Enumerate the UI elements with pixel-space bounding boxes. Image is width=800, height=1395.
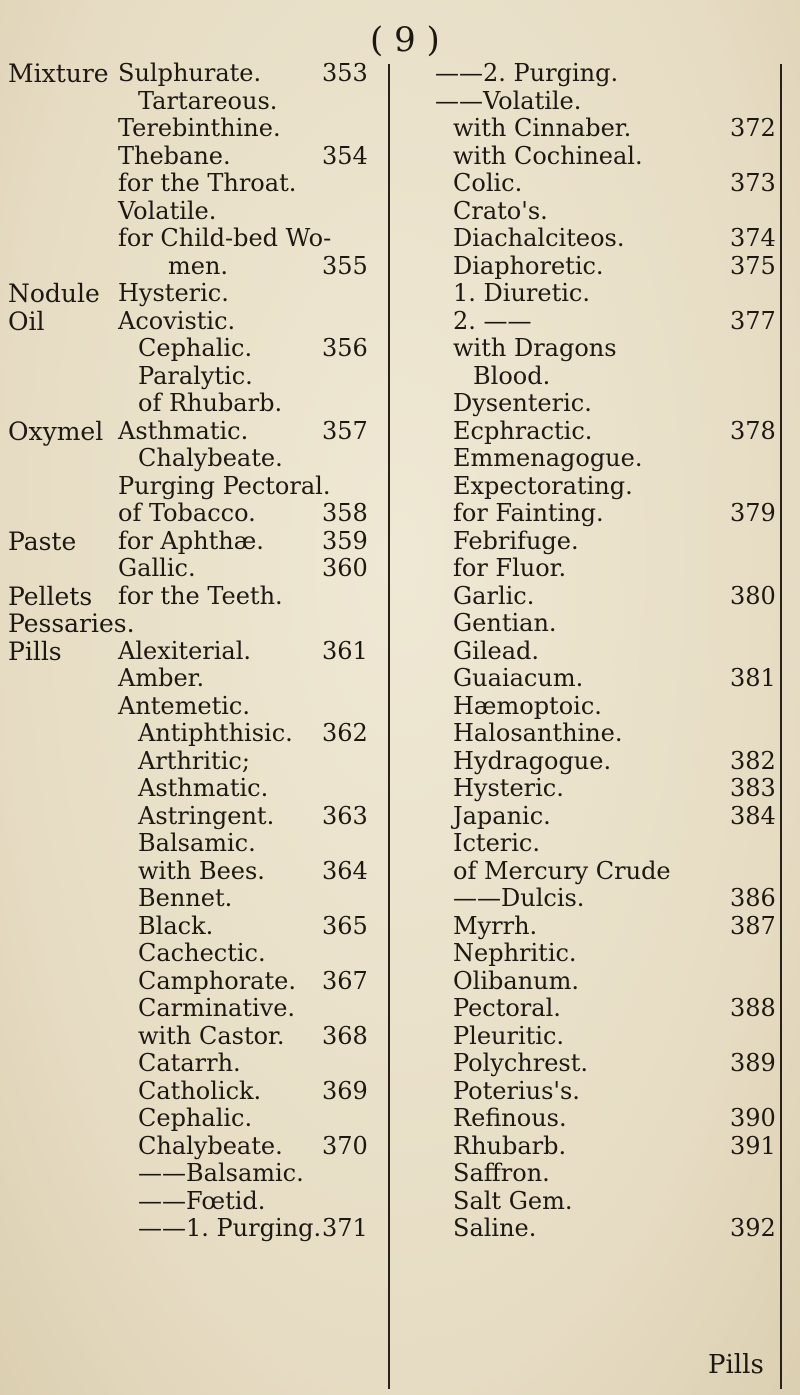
entry-text: Catarrh.: [138, 1049, 241, 1077]
entry-page-number: 365: [322, 911, 368, 940]
entry-page-number: 380: [730, 581, 776, 610]
entry-text: ——Volatile.: [435, 86, 582, 115]
entry-text: Asthmatic.: [118, 416, 249, 445]
entry-text: of Tobacco.: [118, 499, 256, 527]
entry-page-number: 389: [730, 1049, 776, 1077]
entry-text: ——2. Purging.: [435, 59, 619, 87]
index-entry: [405, 638, 800, 666]
entry-page-number: 379: [730, 499, 776, 527]
entry-text: Icteric.: [453, 829, 540, 857]
index-entry: [405, 555, 800, 583]
entry-text: for Child-bed Wo-: [118, 224, 332, 252]
index-entry: [405, 913, 800, 941]
index-column-right: [405, 60, 800, 1243]
entry-page-number: 357: [322, 416, 368, 445]
index-entry: [405, 528, 800, 556]
entry-text: Arthritic;: [138, 746, 250, 775]
entry-text: of Mercury Crude: [453, 856, 671, 885]
entry-text: Rhubarb.: [453, 1131, 567, 1160]
index-entry: [0, 1188, 400, 1216]
index-entry: [0, 885, 400, 913]
entry-text: Chalybeate.: [138, 1131, 283, 1160]
index-entry: [405, 693, 800, 721]
index-entry: [0, 390, 400, 418]
entry-text: Colic.: [453, 169, 523, 197]
entry-heading: Paste: [8, 526, 77, 556]
entry-text: Purging Pectoral.: [118, 471, 331, 500]
entry-page-number: 375: [730, 251, 776, 280]
entry-text: with Castor.: [138, 1021, 285, 1050]
index-entry: [405, 1023, 800, 1051]
index-entry: [405, 968, 800, 996]
index-entry: [0, 253, 400, 281]
entry-page-number: 386: [730, 884, 776, 912]
entry-text: ——Fœtid.: [138, 1186, 266, 1215]
index-entry: [405, 363, 800, 391]
index-entry: [405, 665, 800, 693]
entry-heading: Mixture: [8, 59, 109, 88]
entry-page-number: 383: [730, 774, 776, 802]
index-column-left: [0, 60, 400, 1243]
index-entry: [405, 115, 800, 143]
entry-page-number: 370: [322, 1131, 368, 1160]
entry-text: Febrifuge.: [453, 526, 579, 555]
entry-page-number: 390: [730, 1104, 776, 1132]
index-entry: [0, 610, 400, 638]
entry-text: ——Dulcis.: [453, 884, 585, 912]
index-entry: [0, 1215, 400, 1243]
entry-text: men.: [168, 251, 229, 280]
entry-page-number: 361: [322, 636, 368, 665]
entry-page-number: 362: [322, 719, 368, 747]
entry-text: for Fluor.: [453, 554, 567, 582]
entry-page-number: 355: [322, 251, 368, 280]
index-entry: [0, 748, 400, 776]
index-entry: [405, 583, 800, 611]
entry-text: Hysteric.: [118, 279, 229, 307]
index-entry: [0, 555, 400, 583]
index-entry: [405, 473, 800, 501]
entry-page-number: 388: [730, 994, 776, 1022]
index-entry: [405, 1105, 800, 1133]
entry-heading: Oil: [8, 306, 45, 336]
index-entry: [0, 115, 400, 143]
entry-text: Cephalic.: [138, 1104, 253, 1132]
index-entry: [0, 720, 400, 748]
index-entry: [405, 445, 800, 473]
entry-page-number: 381: [730, 664, 776, 692]
entry-text: Antiphthisic.: [138, 719, 293, 747]
entry-text: Carminative.: [138, 994, 296, 1022]
entry-text: Chalybeate.: [138, 444, 283, 472]
index-entry: [0, 1078, 400, 1106]
index-entry: [0, 1133, 400, 1161]
entry-text: Polychrest.: [453, 1049, 589, 1077]
entry-page-number: 382: [730, 746, 776, 775]
entry-text: Myrrh.: [453, 911, 538, 940]
index-entry: [0, 528, 400, 556]
entry-text: Salt Gem.: [453, 1186, 573, 1215]
entry-text: Amber.: [118, 664, 205, 692]
entry-page-number: 360: [322, 554, 368, 582]
index-entry: [405, 253, 800, 281]
index-entry: [0, 858, 400, 886]
entry-text: Refinous.: [453, 1104, 567, 1132]
entry-text: Garlic.: [453, 581, 535, 610]
entry-page-number: 368: [322, 1021, 368, 1050]
entry-page-number: 359: [322, 526, 368, 555]
index-entry: [405, 60, 800, 88]
entry-text: Olibanum.: [453, 966, 579, 995]
entry-page-number: 372: [730, 114, 776, 142]
entry-heading: Pellets: [8, 581, 93, 611]
entry-text: Hydragogue.: [453, 746, 612, 775]
index-entry: [0, 170, 400, 198]
index-entry: [0, 280, 400, 308]
entry-page-number: 387: [730, 911, 776, 940]
entry-text: for the Throat.: [118, 169, 297, 197]
index-entry: [405, 830, 800, 858]
index-entry: [0, 60, 400, 88]
page-number: ( 9 ): [370, 20, 440, 60]
entry-text: Alexiterial.: [118, 636, 252, 665]
entry-heading: Pessaries.: [8, 609, 135, 638]
index-entry: [405, 803, 800, 831]
index-entry: [0, 665, 400, 693]
index-entry: [405, 88, 800, 116]
entry-text: with Cinnaber.: [453, 114, 632, 142]
entry-text: for Fainting.: [453, 499, 604, 527]
index-entry: [0, 88, 400, 116]
index-entry: [0, 913, 400, 941]
entry-text: Hæmoptoic.: [453, 691, 602, 720]
entry-heading: Pills: [8, 636, 62, 666]
entry-text: Gilead.: [453, 636, 540, 665]
index-entry: [405, 143, 800, 171]
index-entry: [0, 473, 400, 501]
index-entry: [405, 995, 800, 1023]
entry-text: Saffron.: [453, 1159, 550, 1187]
index-entry: [405, 858, 800, 886]
index-entry: [0, 363, 400, 391]
entry-text: for the Teeth.: [118, 581, 283, 610]
entry-text: Tartareous.: [138, 86, 278, 115]
index-entry: [0, 308, 400, 336]
index-entry: [405, 170, 800, 198]
entry-text: Ecphractic.: [453, 416, 593, 445]
entry-text: Thebane.: [118, 141, 231, 170]
entry-text: Hysteric.: [453, 774, 564, 802]
index-entry: [405, 335, 800, 363]
entry-text: Cephalic.: [138, 334, 253, 362]
index-entry: [405, 720, 800, 748]
entry-text: Poterius's.: [453, 1076, 580, 1105]
entry-text: Camphorate.: [138, 966, 296, 995]
index-entry: [405, 308, 800, 336]
entry-page-number: 371: [322, 1214, 368, 1242]
entry-text: Emmenagogue.: [453, 444, 643, 472]
entry-text: with Cochineal.: [453, 141, 643, 170]
index-entry: [405, 1050, 800, 1078]
index-entry: [0, 1050, 400, 1078]
entry-page-number: 354: [322, 141, 368, 170]
index-entry: [405, 610, 800, 638]
entry-text: Cachectic.: [138, 939, 266, 967]
index-entry: [405, 418, 800, 446]
entry-text: ——Balsamic.: [138, 1159, 304, 1187]
entry-heading: Oxymel: [8, 416, 104, 446]
index-entry: [0, 225, 400, 253]
index-entry: [0, 418, 400, 446]
index-entry: [405, 198, 800, 226]
index-entry: [0, 830, 400, 858]
index-entry: [0, 500, 400, 528]
entry-text: Bennet.: [138, 884, 233, 912]
entry-text: Guaiacum.: [453, 664, 584, 692]
entry-text: Catholick.: [138, 1076, 262, 1105]
entry-text: for Aphthæ.: [118, 526, 264, 555]
index-entry: [405, 1160, 800, 1188]
index-entry: [405, 885, 800, 913]
entry-text: Pectoral.: [453, 994, 561, 1022]
entry-page-number: 363: [322, 801, 368, 830]
entry-text: Saline.: [453, 1214, 537, 1242]
index-entry: [405, 225, 800, 253]
entry-text: Paralytic.: [138, 361, 253, 390]
entry-text: Acovistic.: [118, 306, 236, 335]
index-entry: [0, 995, 400, 1023]
entry-page-number: 377: [730, 306, 776, 335]
index-entry: [0, 143, 400, 171]
index-entry: [0, 638, 400, 666]
entry-text: Terebinthine.: [118, 114, 281, 142]
index-entry: [405, 775, 800, 803]
entry-text: 2. ——: [453, 306, 532, 335]
entry-text: Gentian.: [453, 609, 557, 637]
index-entry: [0, 583, 400, 611]
entry-text: Nephritic.: [453, 939, 577, 967]
index-entry: [405, 1215, 800, 1243]
entry-text: Crato's.: [453, 196, 548, 225]
index-entry: [405, 500, 800, 528]
entry-heading: Nodule: [8, 279, 100, 308]
entry-page-number: 373: [730, 169, 776, 197]
entry-text: Volatile.: [118, 196, 217, 225]
index-entry: [0, 968, 400, 996]
index-entry: [0, 1160, 400, 1188]
entry-page-number: 367: [322, 966, 368, 995]
entry-text: Astringent.: [138, 801, 275, 830]
index-entry: [405, 940, 800, 968]
entry-page-number: 353: [322, 59, 368, 87]
entry-text: Japanic.: [453, 801, 551, 830]
index-entry: [0, 198, 400, 226]
entry-page-number: 358: [322, 499, 368, 527]
catchword: Pills: [708, 1350, 764, 1380]
entry-text: Gallic.: [118, 554, 196, 582]
index-entry: [0, 445, 400, 473]
entry-text: Dysenteric.: [453, 389, 592, 417]
entry-page-number: 364: [322, 856, 368, 885]
entry-text: of Rhubarb.: [138, 389, 283, 417]
entry-page-number: 369: [322, 1076, 368, 1105]
index-entry: [405, 280, 800, 308]
entry-text: Sulphurate.: [118, 59, 262, 87]
index-entry: [0, 1023, 400, 1051]
entry-page-number: 392: [730, 1214, 776, 1242]
entry-text: Blood.: [473, 361, 551, 390]
index-entry: [405, 748, 800, 776]
entry-text: ——1. Purging.: [138, 1214, 322, 1242]
entry-text: Balsamic.: [138, 829, 256, 857]
entry-page-number: 378: [730, 416, 776, 445]
entry-text: with Dragons: [453, 334, 617, 362]
entry-page-number: 374: [730, 224, 776, 252]
entry-page-number: 391: [730, 1131, 776, 1160]
index-entry: [405, 1078, 800, 1106]
index-entry: [405, 390, 800, 418]
entry-text: Diachalciteos.: [453, 224, 625, 252]
index-entry: [0, 803, 400, 831]
entry-page-number: 356: [322, 334, 368, 362]
index-entry: [0, 693, 400, 721]
entry-page-number: 384: [730, 801, 776, 830]
entry-text: Expectorating.: [453, 471, 633, 500]
entry-text: Halosanthine.: [453, 719, 623, 747]
index-entry: [405, 1188, 800, 1216]
entry-text: Pleuritic.: [453, 1021, 565, 1050]
entry-text: Black.: [138, 911, 214, 940]
entry-text: Antemetic.: [118, 691, 250, 720]
entry-text: Diaphoretic.: [453, 251, 604, 280]
index-entry: [0, 940, 400, 968]
index-entry: [0, 1105, 400, 1133]
index-entry: [0, 335, 400, 363]
index-entry: [405, 1133, 800, 1161]
entry-text: 1. Diuretic.: [453, 279, 590, 307]
entry-text: with Bees.: [138, 856, 265, 885]
entry-text: Asthmatic.: [138, 774, 269, 802]
index-entry: [0, 775, 400, 803]
